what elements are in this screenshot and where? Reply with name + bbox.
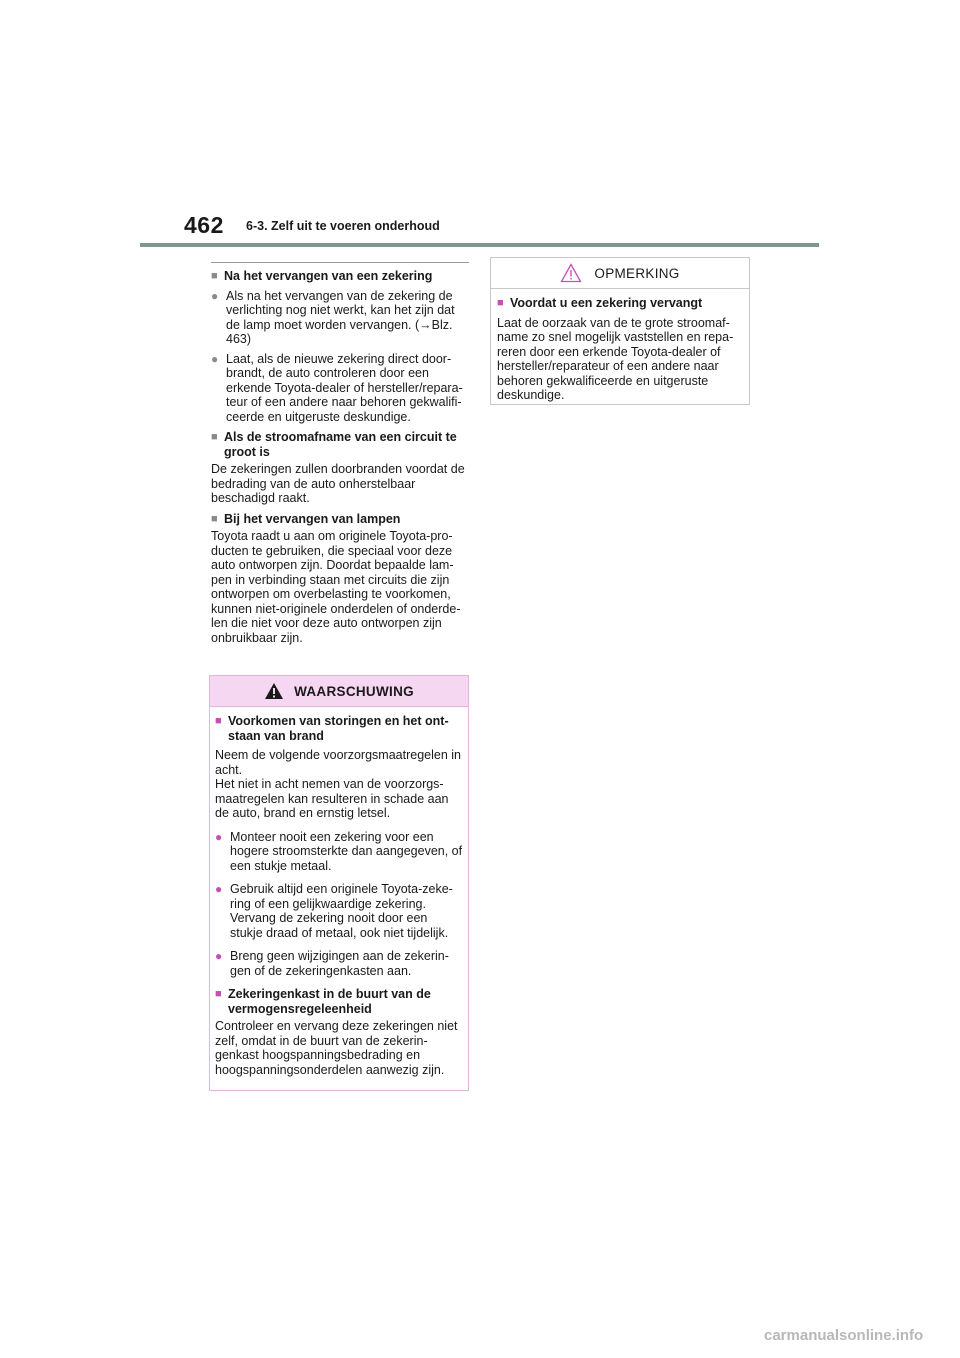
heading-before-replacing bbox=[497, 296, 743, 311]
round-bullet-icon: ● bbox=[211, 351, 219, 366]
warning-header bbox=[210, 676, 468, 707]
heading-text: Voordat u een zekering vervangt bbox=[510, 296, 703, 310]
note-header bbox=[491, 258, 749, 289]
square-bullet-icon: ■ bbox=[211, 431, 218, 443]
square-bullet-icon: ■ bbox=[211, 512, 218, 525]
heading-replacing-lamps bbox=[211, 512, 469, 527]
watermark: carmanualsonline.info bbox=[764, 1327, 924, 1344]
list-item bbox=[215, 882, 463, 940]
paragraph: Neem de volgende voorzorgsmaatregelen in acht. bbox=[215, 748, 461, 777]
bullet-text: Breng geen wijzigingen aan de zekerin-gen of de zekeringenkasten aan. bbox=[230, 949, 449, 978]
square-bullet-icon: ■ bbox=[215, 988, 222, 1000]
note-title: OPMERKING bbox=[594, 265, 680, 281]
square-bullet-icon: ■ bbox=[215, 715, 222, 727]
heading-fuse-box-pcu bbox=[215, 987, 463, 1016]
heading-circuit-overload bbox=[211, 430, 469, 459]
heading-text: Voorkomen van storingen en het ont-staan van brand bbox=[228, 714, 449, 743]
heading-text: Als de stroomafname van een circuit te groot is bbox=[224, 430, 457, 459]
section-title: 6-3. Zelf uit te voeren onderhoud bbox=[246, 219, 440, 233]
warning-triangle-icon bbox=[264, 682, 284, 700]
square-bullet-icon: ■ bbox=[211, 270, 218, 282]
round-bullet-icon: ● bbox=[215, 829, 223, 844]
header-rule bbox=[140, 243, 819, 247]
note-box bbox=[490, 257, 750, 405]
paragraph: Controleer en vervang deze zekeringen niet zelf, omdat in de buurt van de zekerin-genkast hoogspanningsbedrading en hoogspanningsonderdelen aanwezig zijn. bbox=[215, 1019, 458, 1077]
list-item bbox=[215, 949, 463, 978]
paragraph: Laat de oorzaak van de te grote stroomaf-name zo snel mogelijk vaststellen en repa-reren door een erkende Toyota-dealer of hersteller/reparateur of een andere naar behoren gekwalificeerde en uitgeruste deskundige. bbox=[497, 315, 734, 402]
heading-text: Bij het vervangen van lampen bbox=[224, 511, 401, 526]
heading-after-replacement bbox=[211, 269, 469, 284]
round-bullet-icon: ● bbox=[211, 288, 219, 303]
round-bullet-icon: ● bbox=[215, 949, 223, 963]
heading-prevent-fire bbox=[215, 714, 463, 743]
bullet-text: Laat, als de nieuwe zekering direct door-brandt, de auto controleren door een erkende Toyota-dealer of hersteller/repara-teur of een andere naar behoren gekwalifi-ceerde en uitgeruste deskundige. bbox=[226, 351, 463, 424]
bullet-text: Gebruik altijd een originele Toyota-zeke-ring of een gelijkwaardige zekering. Vervang de zekering nooit door een stukje draad of metaal, ook niet tijdelijk. bbox=[230, 882, 453, 940]
list-item bbox=[215, 830, 463, 874]
bullet-text: Als na het vervangen van de zekering de verlichting nog niet werkt, kan het zijn dat de lamp moet worden vervangen. (→Blz. 463) bbox=[226, 288, 455, 346]
left-column bbox=[211, 262, 469, 645]
heading-text: Na het vervangen van een zekering bbox=[224, 269, 433, 283]
warning-box bbox=[209, 675, 469, 1091]
section-divider bbox=[211, 262, 469, 263]
paragraph: De zekeringen zullen doorbranden voordat de bedrading van de auto onherstelbaar beschadigd raakt. bbox=[211, 462, 465, 505]
list-item bbox=[211, 352, 469, 425]
heading-text: Zekeringenkast in de buurt van de vermogensregeleenheid bbox=[228, 987, 431, 1016]
warning-title: WAARSCHUWING bbox=[294, 683, 414, 699]
caution-triangle-icon bbox=[560, 263, 582, 283]
round-bullet-icon: ● bbox=[215, 882, 223, 896]
list-item bbox=[211, 289, 469, 347]
page-number: 462 bbox=[184, 212, 224, 238]
bullet-text: Monteer nooit een zekering voor een hogere stroomsterkte dan aangegeven, of een stukje metaal. bbox=[230, 829, 463, 873]
paragraph: Het niet in acht nemen van de voorzorgs-maatregelen kan resulteren in schade aan de auto, brand en ernstig letsel. bbox=[215, 777, 449, 820]
paragraph: Toyota raadt u aan om originele Toyota-pro-ducten te gebruiken, die speciaal voor deze auto ontworpen zijn. Doordat bepaalde lam-pen in verbinding staan met circuits die zijn ontworpen om overbelasting te voorkomen, kunnen niet-originele onderdelen of onderde-len die niet voor deze auto ontworpen zijn onbruikbaar zijn. bbox=[211, 529, 461, 645]
square-bullet-icon: ■ bbox=[497, 297, 504, 309]
